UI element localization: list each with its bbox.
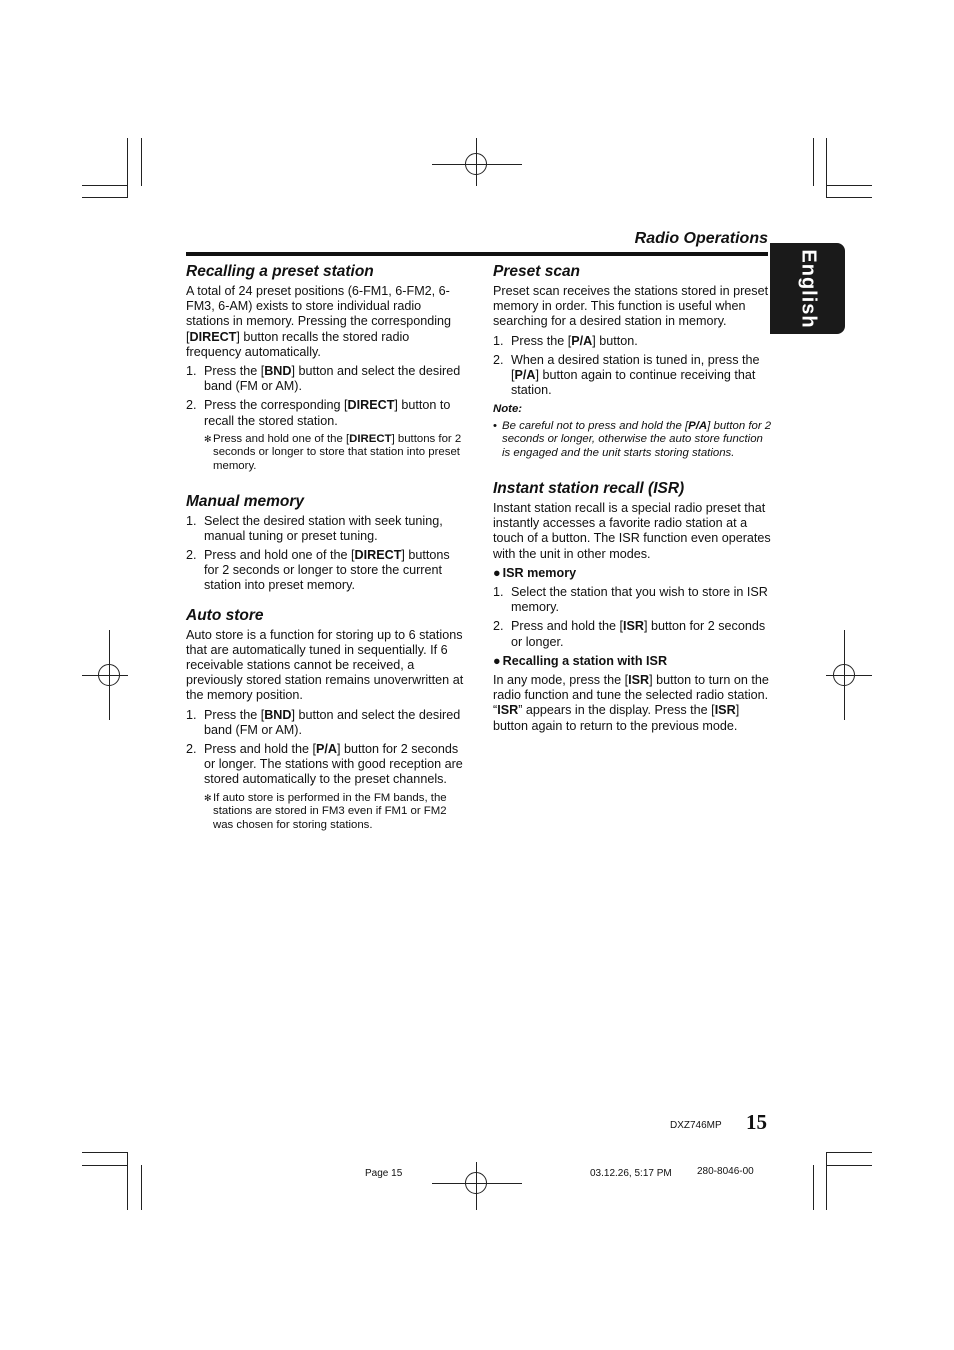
section-title: Radio Operations [634,230,768,247]
preset-scan-heading: Preset scan [493,263,581,280]
list-item: 1. Press the [BND] button and select the desired band (FM or AM). [186,707,461,737]
list-item: 2. When a desired station is tuned in, press the [P/A] button again to continue receiving that station. [493,352,760,398]
isr-recall-text: In any mode, press the [ISR] button to turn on the radio function and tune the selected radio station. “ISR” appears in the display. Press the [ISR] button again to return to the previous mode. [493,673,769,733]
list-item: 2. Press the corresponding [DIRECT] button to recall the stored station. [186,398,451,428]
right-column [493,262,773,738]
bullet-icon: ● [493,565,501,580]
preset-scan-intro: Preset scan receives the stations stored in preset memory in order. This function is useful when searching for a desired station in memory. [493,284,769,329]
print-page: Page 15 [365,1168,403,1179]
recall-note: ✻ Press and hold one of the [DIRECT] buttons for 2 seconds or longer to store that station into preset memory. [204,432,462,473]
print-date: 03.12.26, 5:17 PM [590,1168,672,1179]
header-rule [186,252,768,256]
list-item: 2. Press and hold the [ISR] button for 2 seconds or longer. [493,619,766,649]
preset-scan-note: • Be careful not to press and hold the [P/A] button for 2 seconds or longer, otherwise the auto store function is engaged and the unit starts storing stations. [493,419,772,460]
part-number: 280-8046-00 [697,1166,754,1177]
recall-intro: A total of 24 preset positions (6-FM1, 6-FM2, 6-FM3, 6-AM) exists to store individual radio stations in memory. Pressing the corresponding [DIRECT] button recalls the stored radio frequency automatically. [186,284,452,359]
list-item: 1. Select the station that you wish to store in ISR memory. [493,585,768,615]
list-item: 2. Press and hold one of the [DIRECT] buttons for 2 seconds or longer to store the current station into preset memory. [186,548,450,593]
left-column [186,262,466,836]
auto-store-note: ✻ If auto store is performed in the FM bands, the stations are stored in FM3 even if FM1 or FM2 was chosen for storing stations. [204,791,447,831]
list-item: 1. Select the desired station with seek tuning, manual tuning or preset tuning. [186,513,443,543]
language-tab [770,243,845,334]
note-label: Note: [493,403,523,416]
page-number: 15 [746,1110,767,1134]
model-number: DXZ746MP [670,1120,722,1131]
language-tab-label: English [797,248,819,329]
auto-store-heading: Auto store [186,606,264,624]
list-item: 1. Press the [BND] button and select the desired band (FM or AM). [186,364,461,394]
manual-memory-heading: Manual memory [186,492,305,510]
isr-heading: Instant station recall (ISR) [493,480,685,498]
list-item: 2. Press and hold the [P/A] button for 2 seconds or longer. The stations with good reception are stored automatically to the preset channels. [186,742,463,787]
isr-intro: Instant station recall is a special radio preset that instantly accesses a favorite radio station at a touch of a button. The ISR function even operates with the unit in other modes. [493,501,771,561]
recall-heading: Recalling a preset station [186,263,374,280]
isr-recall-heading: ● Recalling a station with ISR [493,653,668,668]
bullet-icon: ● [493,653,501,668]
isr-memory-heading: ● ISR memory [493,565,577,580]
auto-store-intro: Auto store is a function for storing up to 6 stations that are automatically tuned in sequentially. If 6 receivable stations cannot be received, a previously stored station remains unoverwritten at the memory position. [186,627,464,703]
list-item: 1. Press the [P/A] button. [493,333,638,348]
